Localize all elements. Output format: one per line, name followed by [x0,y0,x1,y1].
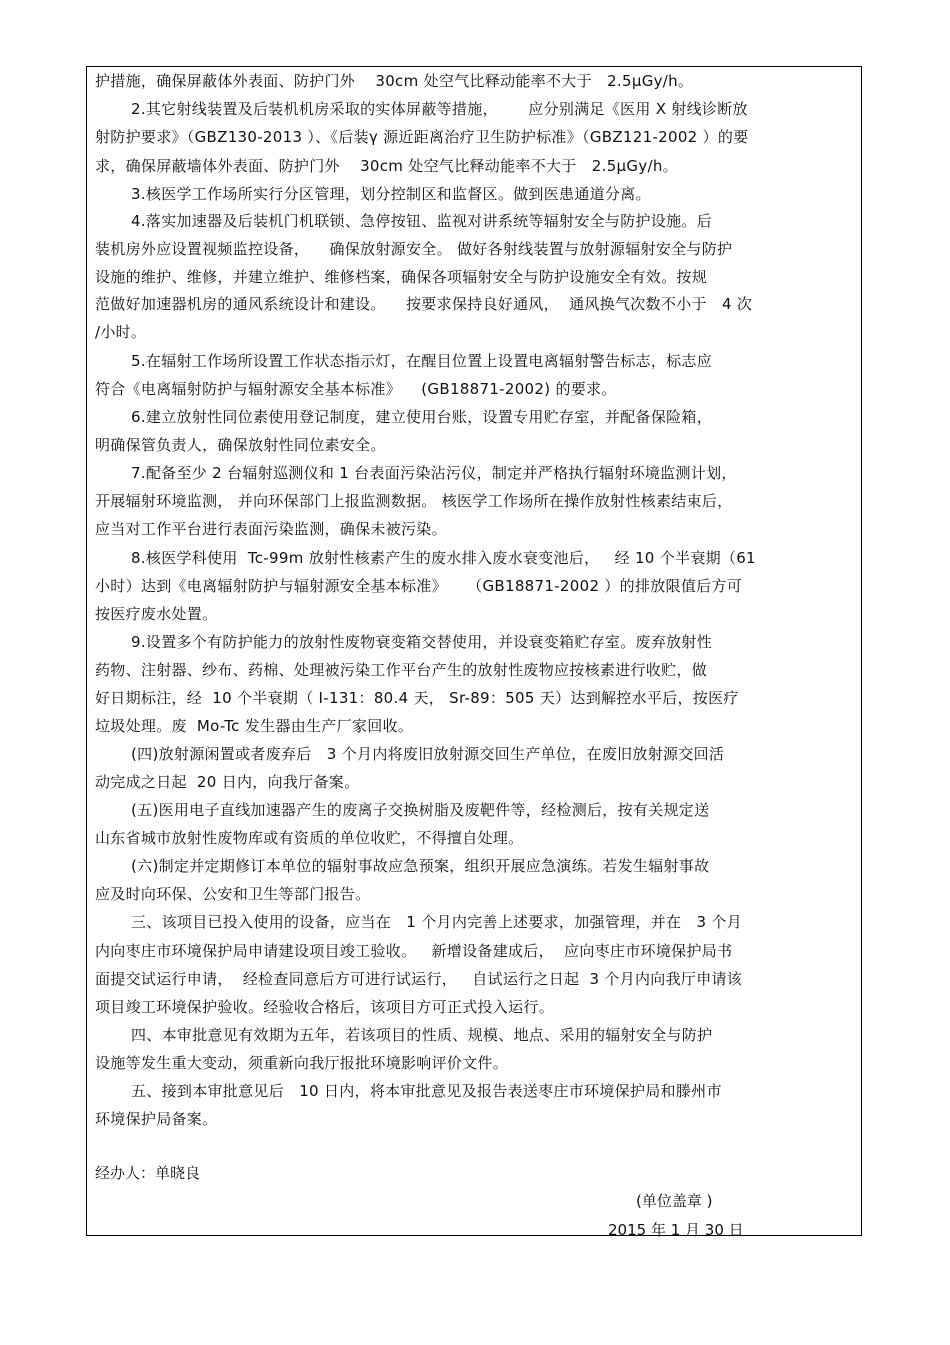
text-line: 三、该项目已投入使用的设备，应当在 1 个月内完善上述要求，加强管理，并在 3 个月 [131,913,743,931]
text-line: /小时。 [95,323,147,341]
text-line: 3.核医学工作场所实行分区管理，划分控制区和监督区。做到医患通道分离。 [131,185,651,203]
approval-date: 2015 年 1 月 30 日 [608,1221,744,1239]
text-line: 按医疗废水处置。 [95,605,218,623]
text-line: 装机房外应设置视频监控设备， 确保放射源安全。 做好各射线装置与放射源辐射安全与防护 [95,240,733,258]
text-line: 四、本审批意见有效期为五年，若该项目的性质、规模、地点、采用的辐射安全与防护 [131,1026,713,1044]
text-line: 护措施，确保屏蔽体外表面、防护门外 30cm 处空气比释动能率不大于 2.5μGy/h。 [95,72,694,90]
text-line: 药物、注射器、纱布、药棉、处理被污染工作平台产生的放射性废物应按核素进行收贮，做 [95,661,708,679]
text-line: 求，确保屏蔽墙体外表面、防护门外 30cm 处空气比释动能率不大于 2.5μGy/h。 [95,157,678,175]
text-line: 8.核医学科使用 Tc-99m 放射性核素产生的废水排入废水衰变池后， 经 10 个半衰期（61 [131,549,756,567]
text-line: 2.其它射线装置及后装机机房采取的实体屏蔽等措施， 应分别满足《医用 X 射线诊断放 [131,100,748,118]
seal-note: (单位盖章 ) [636,1192,713,1210]
text-line: 动完成之日起 20 日内，向我厅备案。 [95,773,360,791]
text-line: 9.设置多个有防护能力的放射性废物衰变箱交替使用，并设衰变箱贮存室。废弃放射性 [131,633,713,651]
text-line: 环境保护局备案。 [95,1110,218,1128]
text-line: 范做好加速器机房的通风系统设计和建设。 按要求保持良好通风， 通风换气次数不小于 4 次 [95,295,753,313]
text-line: 应当对工作平台进行表面污染监测，确保未被污染。 [95,520,447,538]
handler-label: 经办人：单晓良 [95,1164,201,1182]
text-line: 项目竣工环境保护验收。经验收合格后，该项目方可正式投入运行。 [95,998,555,1016]
text-line: 开展辐射环境监测， 并向环保部门上报监测数据。 核医学工作场所在操作放射性核素结束后， [95,492,733,510]
text-line: 射防护要求》（GBZ130-2013 ）、《后装γ 源近距离治疗卫生防护标准》（GBZ121-2002 ）的要 [95,128,749,146]
text-line: (六)制定并定期修订本单位的辐射事故应急预案，组织开展应急演练。若发生辐射事故 [131,857,710,875]
text-line: 面提交试运行申请， 经检查同意后方可进行试运行， 自试运行之日起 3 个月内向我厅申请该 [95,970,743,988]
text-line: 好日期标注，经 10 个半衰期（ I-131：80.4 天， Sr-89：505 天）达到解控水平后，按医疗 [95,689,739,707]
text-line: (四)放射源闲置或者废弃后 3 个月内将废旧放射源交回生产单位，在废旧放射源交回活 [131,745,725,763]
text-line: 五、接到本审批意见后 10 日内，将本审批意见及报告表送枣庄市环境保护局和滕州市 [131,1082,722,1100]
text-line: 5.在辐射工作场所设置工作状态指示灯，在醒目位置上设置电离辐射警告标志，标志应 [131,352,713,370]
text-line: (五)医用电子直线加速器产生的废离子交换树脂及废靶件等，经检测后，按有关规定送 [131,801,710,819]
text-line: 设施的维护、维修，并建立维护、维修档案，确保各项辐射安全与防护设施安全有效。按规 [95,268,708,286]
text-line: 6.建立放射性同位素使用登记制度，建立使用台账，设置专用贮存室，并配备保险箱， [131,408,713,426]
text-line: 7.配备至少 2 台辐射巡测仪和 1 台表面污染沾污仪，制定并严格执行辐射环境监测计划， [131,464,737,482]
text-line: 4.落实加速器及后装机门机联锁、急停按钮、监视对讲系统等辐射安全与防护设施。后 [131,212,713,230]
text-line: 内向枣庄市环境保护局申请建设项目竣工验收。 新增设备建成后， 应向枣庄市环境保护局书 [95,942,733,960]
text-line: 符合《电离辐射防护与辐射源安全基本标准》 (GB18871-2002) 的要求。 [95,380,617,398]
text-line: 设施等发生重大变动，须重新向我厅报批环境影响评价文件。 [95,1054,509,1072]
text-line: 小时）达到《电离辐射防护与辐射源安全基本标准》 （GB18871-2002 ）的排放限值后方可 [95,577,743,595]
text-line: 垃圾处理。废 Mo-Tc 发生器由生产厂家回收。 [95,717,414,735]
text-line: 山东省城市放射性废物库或有资质的单位收贮，不得擅自处理。 [95,829,524,847]
text-line: 应及时向环保、公安和卫生等部门报告。 [95,885,371,903]
text-line: 明确保管负责人，确保放射性同位素安全。 [95,436,386,454]
